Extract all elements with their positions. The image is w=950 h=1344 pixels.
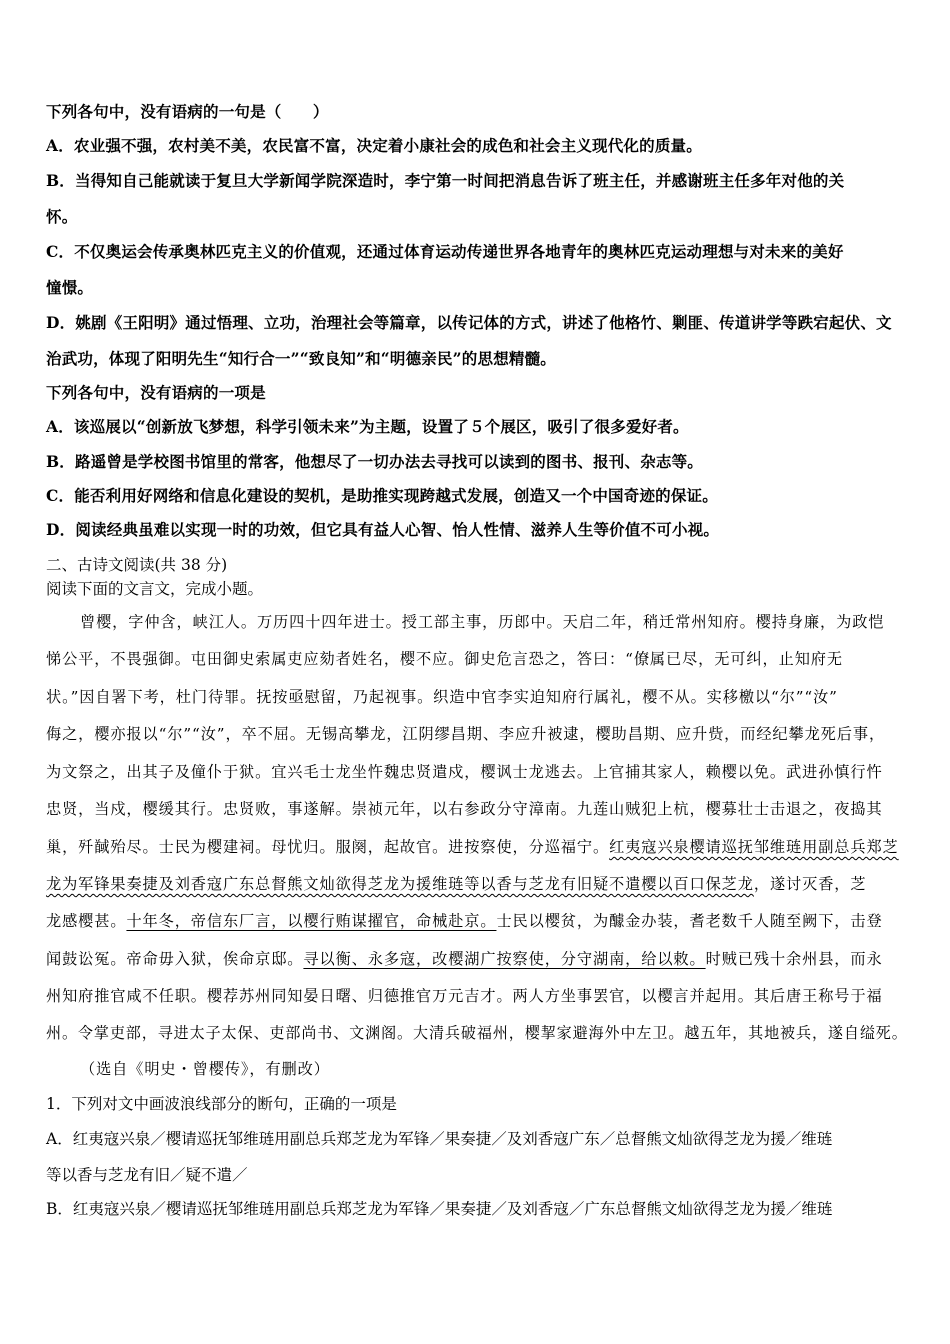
passage-line <box>46 948 883 969</box>
passage-line: 侮之，樱亦报以“尔”“汝”，卒不屈。无锡高攀龙，江阴缪昌期、李应升被逮，樱助昌期、应升赀，而经纪攀龙死后事， <box>46 725 886 743</box>
q3-option-a-cont: 等以香与芝龙有旧／疑不遣／ <box>46 1166 248 1184</box>
q3-stem: 1．下列对文中画波浪线部分的断句，正确的一项是 <box>46 1095 397 1113</box>
section-heading: 二、古诗文阅读(共 38 分) <box>46 556 228 574</box>
q1-option-b-cont: 怀。 <box>46 207 78 226</box>
q2-option-c: C．能否利用好网络和信息化建设的契机，是助推实现跨越式发展，创造又一个中国奇迹的保证。 <box>46 486 718 505</box>
q2-option-a: A．该巡展以“创新放飞梦想，科学引领未来”为主题，设置了５个展区，吸引了很多爱好者。 <box>46 417 689 436</box>
q1-option-c: C．不仅奥运会传承奥林匹克主义的价值观，还通过体育运动传递世界各地青年的奥林匹克运动理想与对未来的美好 <box>46 242 844 261</box>
passage-source: （选自《明史・曾樱传》，有删改） <box>80 1060 330 1078</box>
q2-option-d: D．阅读经典虽难以实现一时的功效，但它具有益人心智、怡人性情、滋养人生等价值不可小视。 <box>46 520 720 539</box>
underlined-sentence: 十年冬，帝信东厂言，以樱行贿谋擢官，命械赴京。 <box>126 912 497 930</box>
passage-text: 时贼已残十余州县，而永 <box>705 950 883 968</box>
passage-line: 州。令掌吏部，寻进太子太保、吏部尚书、文渊阁。大清兵破福州，樱挈家避海外中左卫。越五年，其地被兵，遂自缢死。 <box>46 1024 908 1042</box>
q1-option-c-cont: 憧憬。 <box>46 278 94 297</box>
wavy-underlined-text: 龙为军锋果奏捷及刘香寇广东总督熊文灿欲得芝龙为援维琏等以香与芝龙有旧疑不遣樱以百口保芝龙 <box>46 875 754 893</box>
q1-option-d: D．姚剧《王阳明》通过悟理、立功，治理社会等篇章，以传记体的方式，讲述了他格竹、剿匪、传道讲学等跌宕起伏、文 <box>46 313 892 332</box>
passage-line: 状。”因自署下考，杜门待罪。抚按亟慰留，乃起视事。织造中官李实迫知府行属礼，樱不从。实移檄以“尔”“汝” <box>46 688 838 706</box>
q1-option-d-cont: 治武功，体现了阳明先生“知行合一”“致良知”和“明德亲民”的思想精髓。 <box>46 349 556 368</box>
passage-line <box>46 873 866 894</box>
passage-text: 龙感樱甚。 <box>46 912 127 930</box>
passage-line: 为文祭之，出其子及僮仆于狱。宜兴毛士龙坐忤魏忠贤遣戍，樱讽士龙逃去。上官捕其家人，赖樱以免。武进孙慎行忤 <box>46 763 883 781</box>
passage-line: 悌公平，不畏强御。屯田御史索属吏应劾者姓名，樱不应。御史危言恐之，答曰：“僚属已尽，无可纠，止知府无 <box>46 650 843 668</box>
passage-line: 曾樱，字仲含，峡江人。万历四十四年进士。授工部主事，历郎中。天启二年，稍迁常州知府。樱持身廉，为政恺 <box>80 613 885 631</box>
passage-text: ，遂讨灭香，芝 <box>753 875 867 893</box>
q1-option-a: A．农业强不强，农村美不美，农民富不富，决定着小康社会的成色和社会主义现代化的质量。 <box>46 136 702 155</box>
q3-option-b: B．红夷寇兴泉／樱请巡抚邹维琏用副总兵郑芝龙为军锋／果奏捷／及刘香寇／广东总督熊文灿欲得芝龙为援／维琏 <box>46 1200 833 1218</box>
q3-option-a: A．红夷寇兴泉／樱请巡抚邹维琏用副总兵郑芝龙为军锋／果奏捷／及刘香寇广东／总督熊文灿欲得芝龙为援／维琏 <box>46 1130 833 1148</box>
passage-line: 忠贤，当戍，樱缓其行。忠贤败，事遂解。崇祯元年，以右参政分守漳南。九莲山贼犯上杭，樱募壮士击退之，夜捣其 <box>46 800 883 818</box>
underlined-sentence: 寻以衡、永多寇，改樱湖广按察使，分守湖南，给以敕。 <box>303 950 706 968</box>
section-instruction: 阅读下面的文言文，完成小题。 <box>46 580 264 598</box>
passage-text: 闻鼓讼冤。帝命毋入狱，俟命京邸。 <box>46 950 304 968</box>
passage-line <box>46 910 883 931</box>
q2-stem: 下列各句中，没有语病的一项是 <box>46 383 266 402</box>
wavy-underlined-text: 红夷寇兴泉樱请巡抚邹维琏用副总兵郑芝 <box>609 838 899 856</box>
q2-option-b: B．路遥曾是学校图书馆里的常客，他想尽了一切办法去寻找可以读到的图书、报刊、杂志等。 <box>46 452 704 471</box>
q1-option-b: B．当得知自己能就读于复旦大学新闻学院深造时，李宁第一时间把消息告诉了班主任，并感谢班主任多年对他的关 <box>46 171 845 190</box>
passage-line: 州知府推官咸不任职。樱荐苏州同知晏日曙、归德推官万元吉才。两人方坐事罢官，以樱言并起用。其后唐王称号于福 <box>46 987 883 1005</box>
q1-stem: 下列各句中，没有语病的一句是（ ） <box>46 102 329 121</box>
passage-line <box>46 836 899 857</box>
passage-text: 巢，歼馘殆尽。士民为樱建祠。母忧归。服阕，起故官。进按察使，分巡福宁。 <box>46 838 610 856</box>
passage-text: 士民以樱贫，为醵金办装，耆老数千人随至阙下，击登 <box>496 912 883 930</box>
